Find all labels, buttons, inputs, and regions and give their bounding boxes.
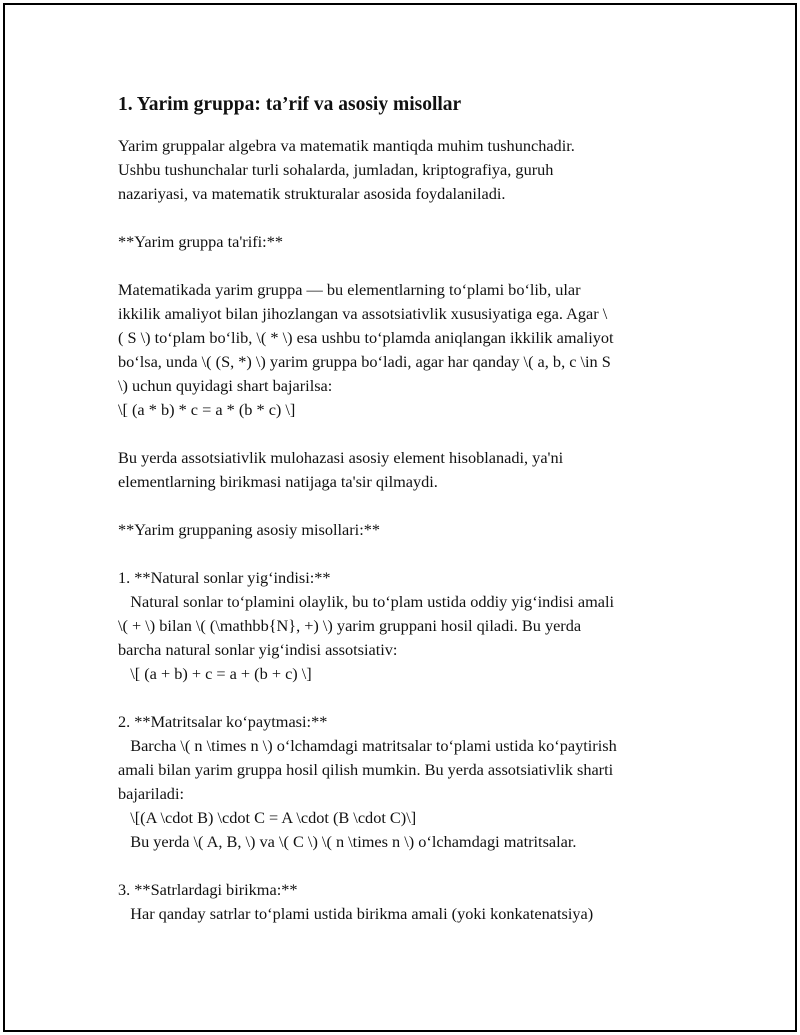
text-line: Yarim gruppalar algebra va matematik mantiqda muhim tushunchadir. [118, 136, 575, 155]
blank-line [118, 854, 678, 878]
text-line: bajariladi: [118, 784, 184, 803]
text-line: ikkilik amaliyot bilan jihozlangan va assotsiativlik xususiyatiga ega. Agar \ [118, 304, 608, 323]
blank-line [118, 254, 678, 278]
text-line: Barcha \( n \times n \) o‘lchamdagi matritsalar to‘plami ustida ko‘paytirish [118, 736, 617, 755]
text-line: Natural sonlar to‘plamini olaylik, bu to‘plam ustida oddiy yig‘indisi amali [118, 592, 615, 611]
list-item-title: 2. **Matritsalar ko‘paytmasi:** [118, 712, 328, 731]
blank-line [118, 422, 678, 446]
text-line: barcha natural sonlar yig‘indisi assotsiativ: [118, 640, 398, 659]
blank-line [118, 494, 678, 518]
text-line: ( S \) to‘plam bo‘lib, \( * \) esa ushbu to‘plamda aniqlangan ikkilik amaliyot [118, 328, 614, 347]
blank-line [118, 686, 678, 710]
text-line: bo‘lsa, unda \( (S, *) \) yarim gruppa bo‘ladi, agar har qanday \( a, b, c \in S [118, 352, 611, 371]
formula-line: \[ (a * b) * c = a * (b * c) \] [118, 400, 296, 419]
text-line: **Yarim gruppaning asosiy misollari:** [118, 520, 381, 539]
section-heading: 1. Yarim gruppa: ta’rif va asosiy misollar [118, 94, 462, 115]
text-line: **Yarim gruppa ta'rifi:** [118, 232, 283, 251]
text-line: nazariyasi, va matematik strukturalar asosida foydalaniladi. [118, 184, 506, 203]
text-line: amali bilan yarim gruppa hosil qilish mumkin. Bu yerda assotsiativlik sharti [118, 760, 614, 779]
document-body [118, 93, 678, 926]
text-line: \) uchun quyidagi shart bajarilsa: [118, 376, 333, 395]
text-line: \( + \) bilan \( (\mathbb{N}, +) \) yarim gruppani hosil qiladi. Bu yerda [118, 616, 582, 635]
text-line: Bu yerda assotsiativlik mulohazasi asosiy element hisoblanadi, ya'ni [118, 448, 564, 467]
text-line: Matematikada yarim gruppa — bu elementlarning to‘plami bo‘lib, ular [118, 280, 581, 299]
list-item-title: 3. **Satrlardagi birikma:** [118, 880, 298, 899]
formula-line: \[(A \cdot B) \cdot C = A \cdot (B \cdot C)\] [118, 808, 417, 827]
list-item-title: 1. **Natural sonlar yig‘indisi:** [118, 568, 331, 587]
formula-line: \[ (a + b) + c = a + (b + c) \] [118, 664, 312, 683]
blank-line [118, 542, 678, 566]
blank-line [118, 206, 678, 230]
text-line: Ushbu tushunchalar turli sohalarda, jumladan, kriptografiya, guruh [118, 160, 554, 179]
text-line: Bu yerda \( A, B, \) va \( C \) \( n \times n \) o‘lchamdagi matritsalar. [118, 832, 577, 851]
text-line: Har qanday satrlar to‘plami ustida birikma amali (yoki konkatenatsiya) [118, 904, 594, 923]
text-line: elementlarning birikmasi natijaga ta'sir qilmaydi. [118, 472, 438, 491]
